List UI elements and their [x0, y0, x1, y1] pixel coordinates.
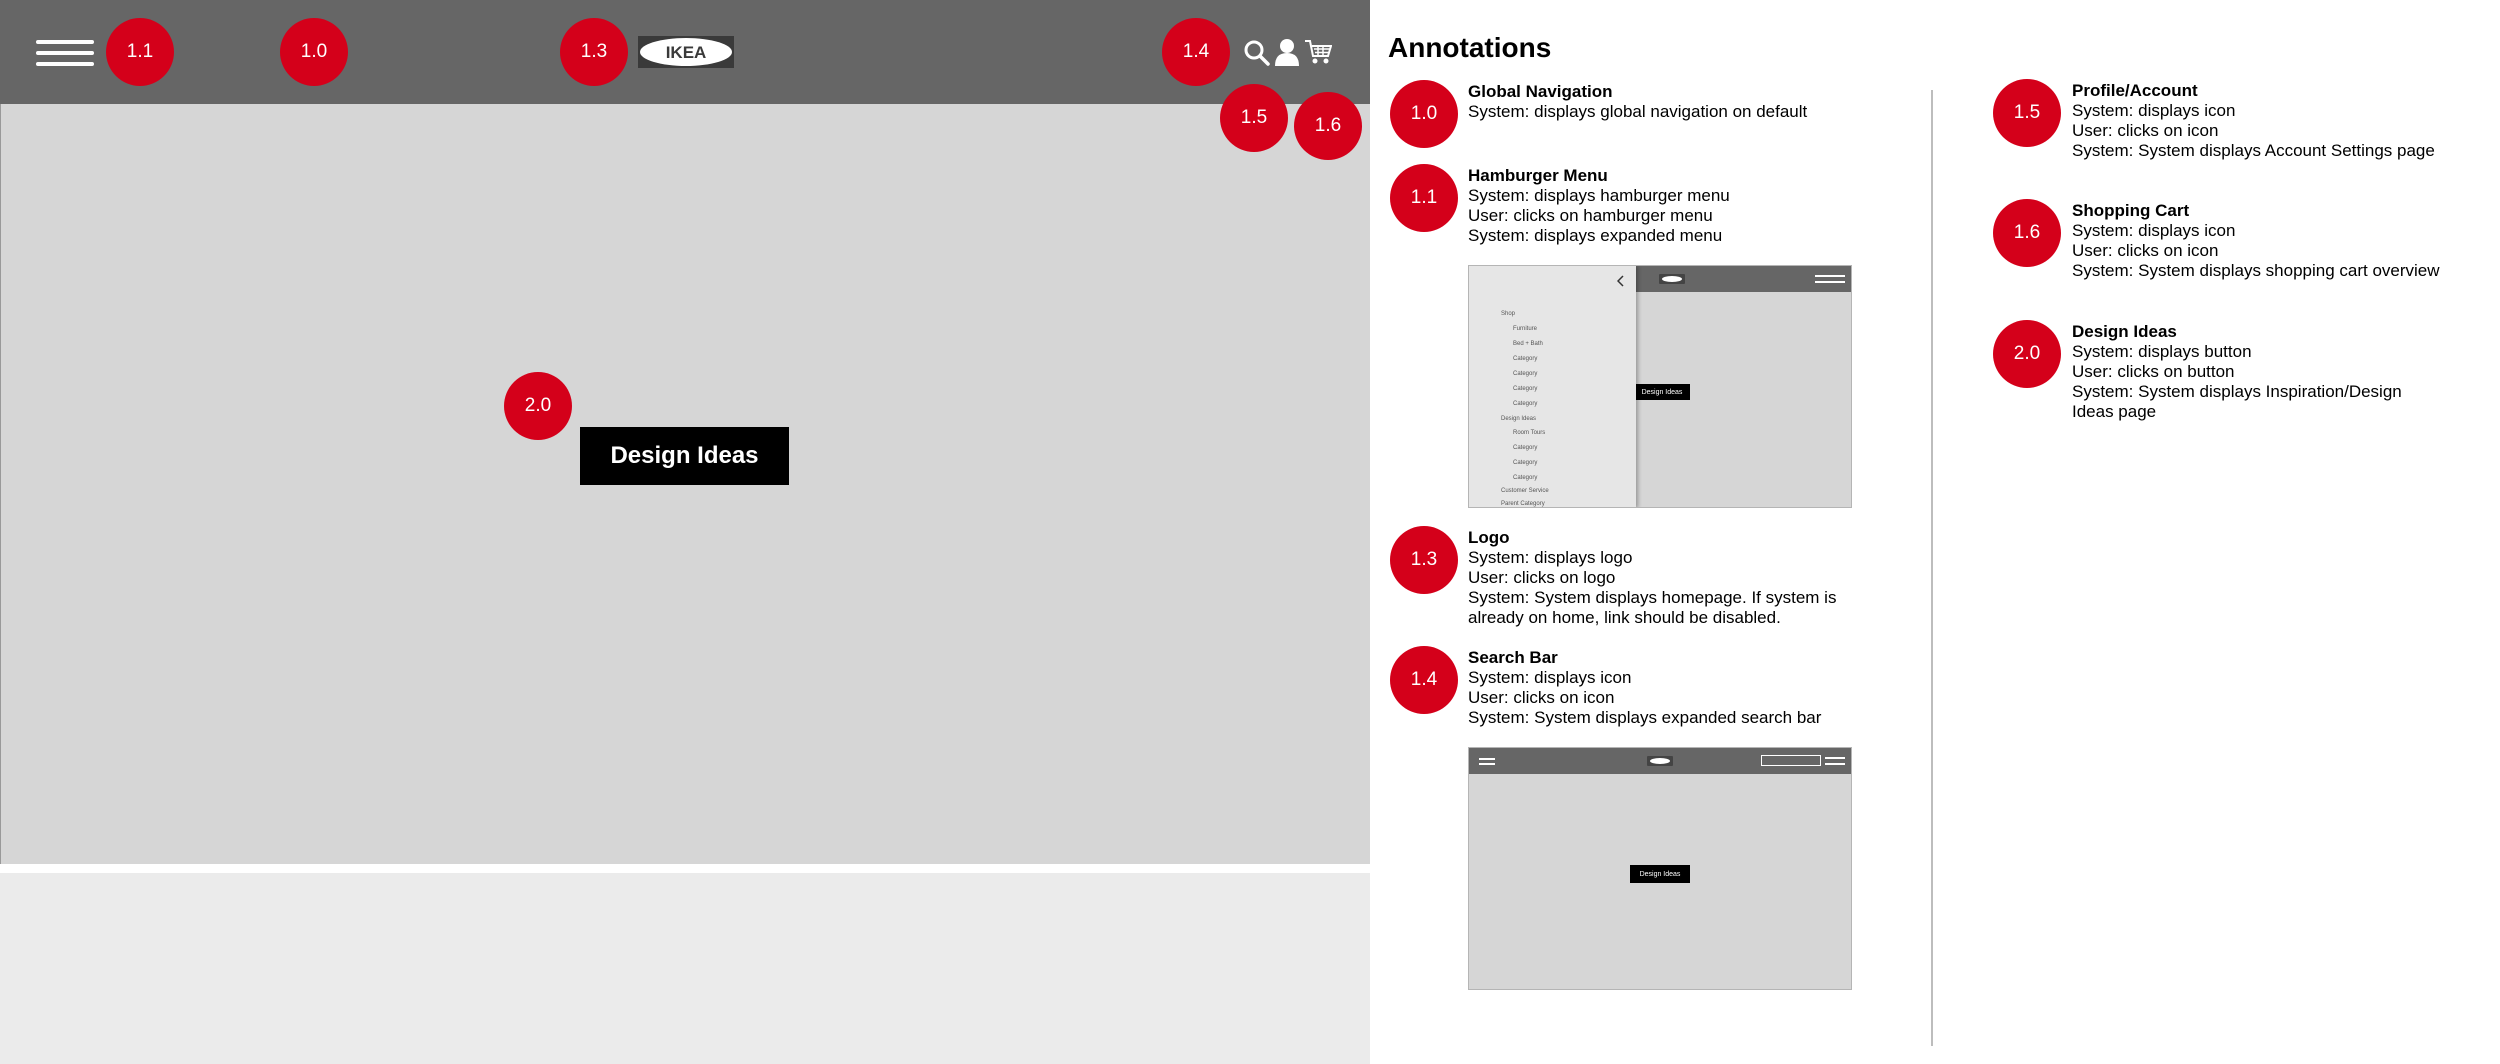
annotation-line: already on home, link should be disabled.: [1468, 608, 1781, 627]
expanded-menu-thumbnail: [1468, 265, 1852, 508]
thumbnail-hamburger-icon: [1479, 758, 1495, 765]
menu-item: Category: [1513, 356, 1538, 362]
annotation-line: System: System displays shopping cart overview: [2072, 261, 2440, 280]
design-ideas-button[interactable]: Design Ideas: [580, 427, 789, 485]
column-divider: [1931, 90, 1933, 1046]
logo-text: IKEA: [665, 43, 707, 62]
annotation-line: System: displays button: [2072, 342, 2252, 361]
annotation-line: System: System displays homepage. If system is: [1468, 588, 1837, 607]
annotation-line: System: displays expanded menu: [1468, 226, 1723, 245]
annotation-badge: 1.5: [1993, 79, 2061, 147]
annotation-badge: 2.0: [1993, 320, 2061, 388]
annotation-line: System: displays icon: [2072, 101, 2236, 120]
menu-item: Customer Service: [1501, 488, 1549, 494]
annotation-line: User: clicks on logo: [1468, 568, 1616, 587]
annotation-design-ideas: [2072, 322, 2402, 422]
annotation-title: Global Navigation: [1468, 82, 1613, 101]
annotation-badge: 1.6: [1993, 199, 2061, 267]
annotation-line: User: clicks on hamburger menu: [1468, 206, 1713, 225]
annotation-line: System: System displays Inspiration/Design: [2072, 382, 2402, 401]
hamburger-menu-icon[interactable]: [36, 40, 94, 66]
annotation-line: System: displays icon: [1468, 668, 1632, 687]
annotation-badge-global-nav: 1.0: [280, 18, 348, 86]
expanded-search-thumbnail: [1468, 747, 1852, 990]
thumbnail-logo: [1659, 274, 1685, 284]
annotation-title: Search Bar: [1468, 648, 1558, 667]
annotation-logo: [1468, 528, 1836, 628]
annotation-badge-cart: 1.6: [1294, 92, 1362, 160]
annotation-shopping-cart: [2072, 201, 2440, 281]
annotation-badge: 1.1: [1390, 164, 1458, 232]
annotation-title: Design Ideas: [2072, 322, 2177, 341]
menu-item: Shop: [1501, 311, 1516, 317]
annotation-line: System: displays logo: [1468, 548, 1633, 567]
menu-item: Category: [1513, 371, 1538, 377]
annotation-line: System: System displays expanded search bar: [1468, 708, 1822, 727]
menu-item: Category: [1513, 460, 1538, 466]
menu-item: Room Tours: [1513, 430, 1546, 436]
annotation-badge-design-ideas: 2.0: [504, 372, 572, 440]
annotation-badge-profile: 1.5: [1220, 84, 1288, 152]
annotation-line: System: displays hamburger menu: [1468, 186, 1730, 205]
thumbnail-design-ideas-button: Design Ideas: [1634, 384, 1690, 400]
annotation-profile-account: [2072, 81, 2435, 161]
annotation-line: System: displays icon: [2072, 221, 2236, 240]
menu-item: Parent Category: [1501, 501, 1545, 507]
annotation-title: Profile/Account: [2072, 81, 2198, 100]
annotation-badge: 1.0: [1390, 80, 1458, 148]
annotation-global-navigation: [1468, 82, 1807, 122]
search-icon[interactable]: [1244, 40, 1270, 66]
thumbnail-logo: [1647, 756, 1673, 766]
annotation-line: System: displays global navigation on default: [1468, 102, 1808, 121]
thumbnail-utility-icons: [1815, 275, 1845, 283]
thumbnail-expanded-menu-panel: [1469, 266, 1636, 508]
menu-item: Category: [1513, 475, 1538, 481]
thumbnail-search-field: [1761, 755, 1821, 766]
menu-item: Category: [1513, 445, 1538, 451]
annotation-title: Hamburger Menu: [1468, 166, 1608, 185]
annotation-line: User: clicks on icon: [2072, 121, 2219, 140]
annotation-badge-logo: 1.3: [560, 18, 628, 86]
annotation-search-bar: [1468, 648, 1821, 728]
profile-icon[interactable]: [1274, 38, 1300, 66]
ikea-logo[interactable]: [638, 36, 734, 68]
menu-item: Category: [1513, 401, 1538, 407]
annotation-badge: 1.3: [1390, 526, 1458, 594]
menu-item: Design Ideas: [1501, 416, 1537, 422]
menu-item: Furniture: [1513, 326, 1538, 332]
annotation-line: User: clicks on icon: [2072, 241, 2219, 260]
annotation-line: Ideas page: [2072, 402, 2157, 421]
annotation-line: System: System displays Account Settings page: [2072, 141, 2435, 160]
annotations-heading: Annotations: [1388, 32, 1552, 63]
thumbnail-utility-icons: [1825, 757, 1845, 765]
annotation-title: Logo: [1468, 528, 1510, 547]
thumbnail-design-ideas-button: Design Ideas: [1630, 865, 1690, 883]
annotation-title: Shopping Cart: [2072, 201, 2190, 220]
annotation-badge: 1.4: [1390, 646, 1458, 714]
menu-item: Bed + Bath: [1513, 341, 1543, 347]
shopping-cart-icon[interactable]: [1304, 38, 1332, 66]
annotation-hamburger-menu: [1468, 166, 1730, 246]
annotation-line: User: clicks on icon: [1468, 688, 1615, 707]
annotation-line: User: clicks on button: [2072, 362, 2235, 381]
footer-area: [0, 873, 1370, 1064]
annotation-badge-search: 1.4: [1162, 18, 1230, 86]
menu-item: Category: [1513, 386, 1538, 392]
chevron-left-icon: [1617, 275, 1625, 287]
annotation-badge-hamburger: 1.1: [106, 18, 174, 86]
